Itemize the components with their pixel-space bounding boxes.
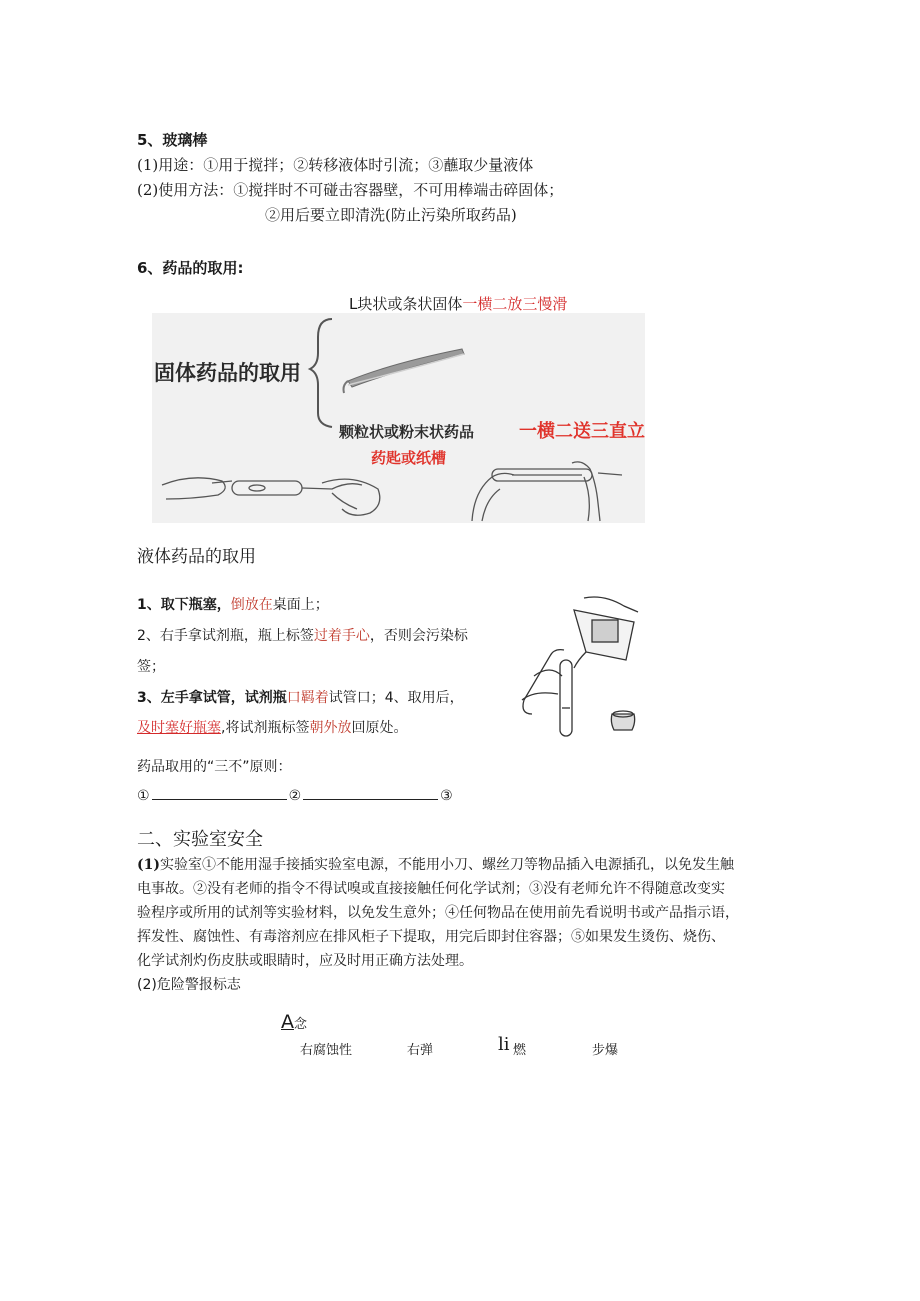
section5-heading: 5、玻璃棒 (137, 131, 208, 149)
liquid-step2-cont: 签； (137, 659, 165, 675)
section6-heading: 6、药品的取用: (137, 259, 244, 277)
step4-red2: 朝外放 (309, 720, 352, 736)
pouring-illustration (514, 590, 650, 742)
step3-red: 口羁着 (286, 690, 329, 706)
liquid-heading: 液体药品的取用 (137, 547, 256, 567)
step2-b: ，否则会污染标 (369, 628, 468, 644)
step4-a: ,将试剂瓶标签 (221, 720, 310, 736)
section5-method-1: (2)使用方法：①搅拌时不可碰击容器壁，不可用棒端击碎固体； (137, 181, 564, 199)
sign-top-b: 念 (294, 1017, 308, 1032)
safety-line1 (137, 854, 734, 874)
step2-a: 2、右手拿试剂瓶，瓶上标签 (137, 628, 314, 644)
step1-b: 桌面上； (272, 597, 329, 613)
solid-caption (349, 293, 567, 314)
blank-marker-2: ② (288, 788, 302, 804)
step4-red: 及时塞好瓶塞 (137, 720, 221, 736)
sign-explosive-b: 步爆 (592, 1043, 619, 1058)
liquid-step2 (137, 625, 468, 645)
safety-line2: 电事故。②没有老师的指令不得试嗅或直接接触任何化学试剂；③没有老师允许不得随意改变实 (137, 881, 725, 897)
step2-red: 过着手心 (313, 628, 370, 644)
blank-line-1[interactable] (152, 785, 287, 800)
safety-line4: 挥发性、腐蚀性、有毒溶剂应在排风柜子下提取，用完后即封住容器；⑤如果发生烫伤、烧伤、 (137, 929, 725, 945)
sign-flammable-mark: li (498, 1034, 510, 1055)
solid-reagent-figure (152, 313, 645, 523)
sign-flammable: 燃 (513, 1043, 527, 1058)
step4-b: 回原处。 (351, 720, 408, 736)
liquid-step3 (137, 687, 464, 707)
step3-b: 试管口；4、取用后， (328, 690, 464, 706)
figure-upright-label: 一横二送三直立 (519, 421, 645, 442)
test-tube-hands-right (472, 462, 622, 521)
section5-use: (1)用途：①用于搅拌；②转移液体时引流；③蘸取少量液体 (137, 156, 534, 174)
blank-line-2[interactable] (303, 785, 438, 800)
sign-top (281, 1011, 307, 1033)
liquid-step4 (137, 717, 407, 737)
solid-caption-red: 一横二放三慢滑 (462, 295, 568, 313)
step3-a: 3、左手拿试管，试剂瓶 (137, 690, 287, 706)
sign-explosive-a: 右弹 (407, 1043, 434, 1058)
sign-corrosive: 右腐蚀性 (300, 1043, 353, 1058)
liquid-step1 (137, 594, 329, 614)
safety-line5: 化学试剂灼伤皮肤或眼睛时，应及时用正确方法处理。 (137, 953, 473, 969)
safety-p1-lead: 实验 (160, 857, 188, 873)
blank-marker-1: ① (137, 788, 150, 804)
safety-heading: 二、实验室安全 (137, 829, 263, 850)
safety-line3: 验程序或所用的试剂等实验材料，以免发生意外；④任何物品在使用前先看说明书或产品指示语， (137, 905, 739, 921)
step1-red: 倒放在 (230, 597, 273, 613)
step1-a: 1、取下瓶塞， (137, 597, 231, 613)
principle-blanks (137, 785, 453, 804)
figure-title: 固体药品的取用 (154, 361, 301, 385)
section5-method-2: ②用后要立即清洗(防止污染所取药品) (265, 206, 517, 224)
solid-caption-black: L块状或条状固体 (349, 295, 463, 313)
blank-marker-3: ③ (440, 788, 453, 804)
safety-line1-text: 室①不能用湿手接插实验室电源，不能用小刀、螺丝刀等物品插入电源插孔，以免发生触 (188, 857, 734, 873)
figure-spoon-label: 药匙或纸槽 (371, 449, 447, 467)
figure-granule-label: 颗粒状或粉末状药品 (339, 423, 475, 441)
principle-line: 药品取用的“三不”原则： (137, 759, 292, 775)
safety-p1-label: (1) (137, 857, 160, 873)
safety-p2: (2)危险警报标志 (137, 977, 241, 993)
test-tube-hands-left (162, 478, 380, 515)
sign-top-a: A (281, 1011, 294, 1033)
